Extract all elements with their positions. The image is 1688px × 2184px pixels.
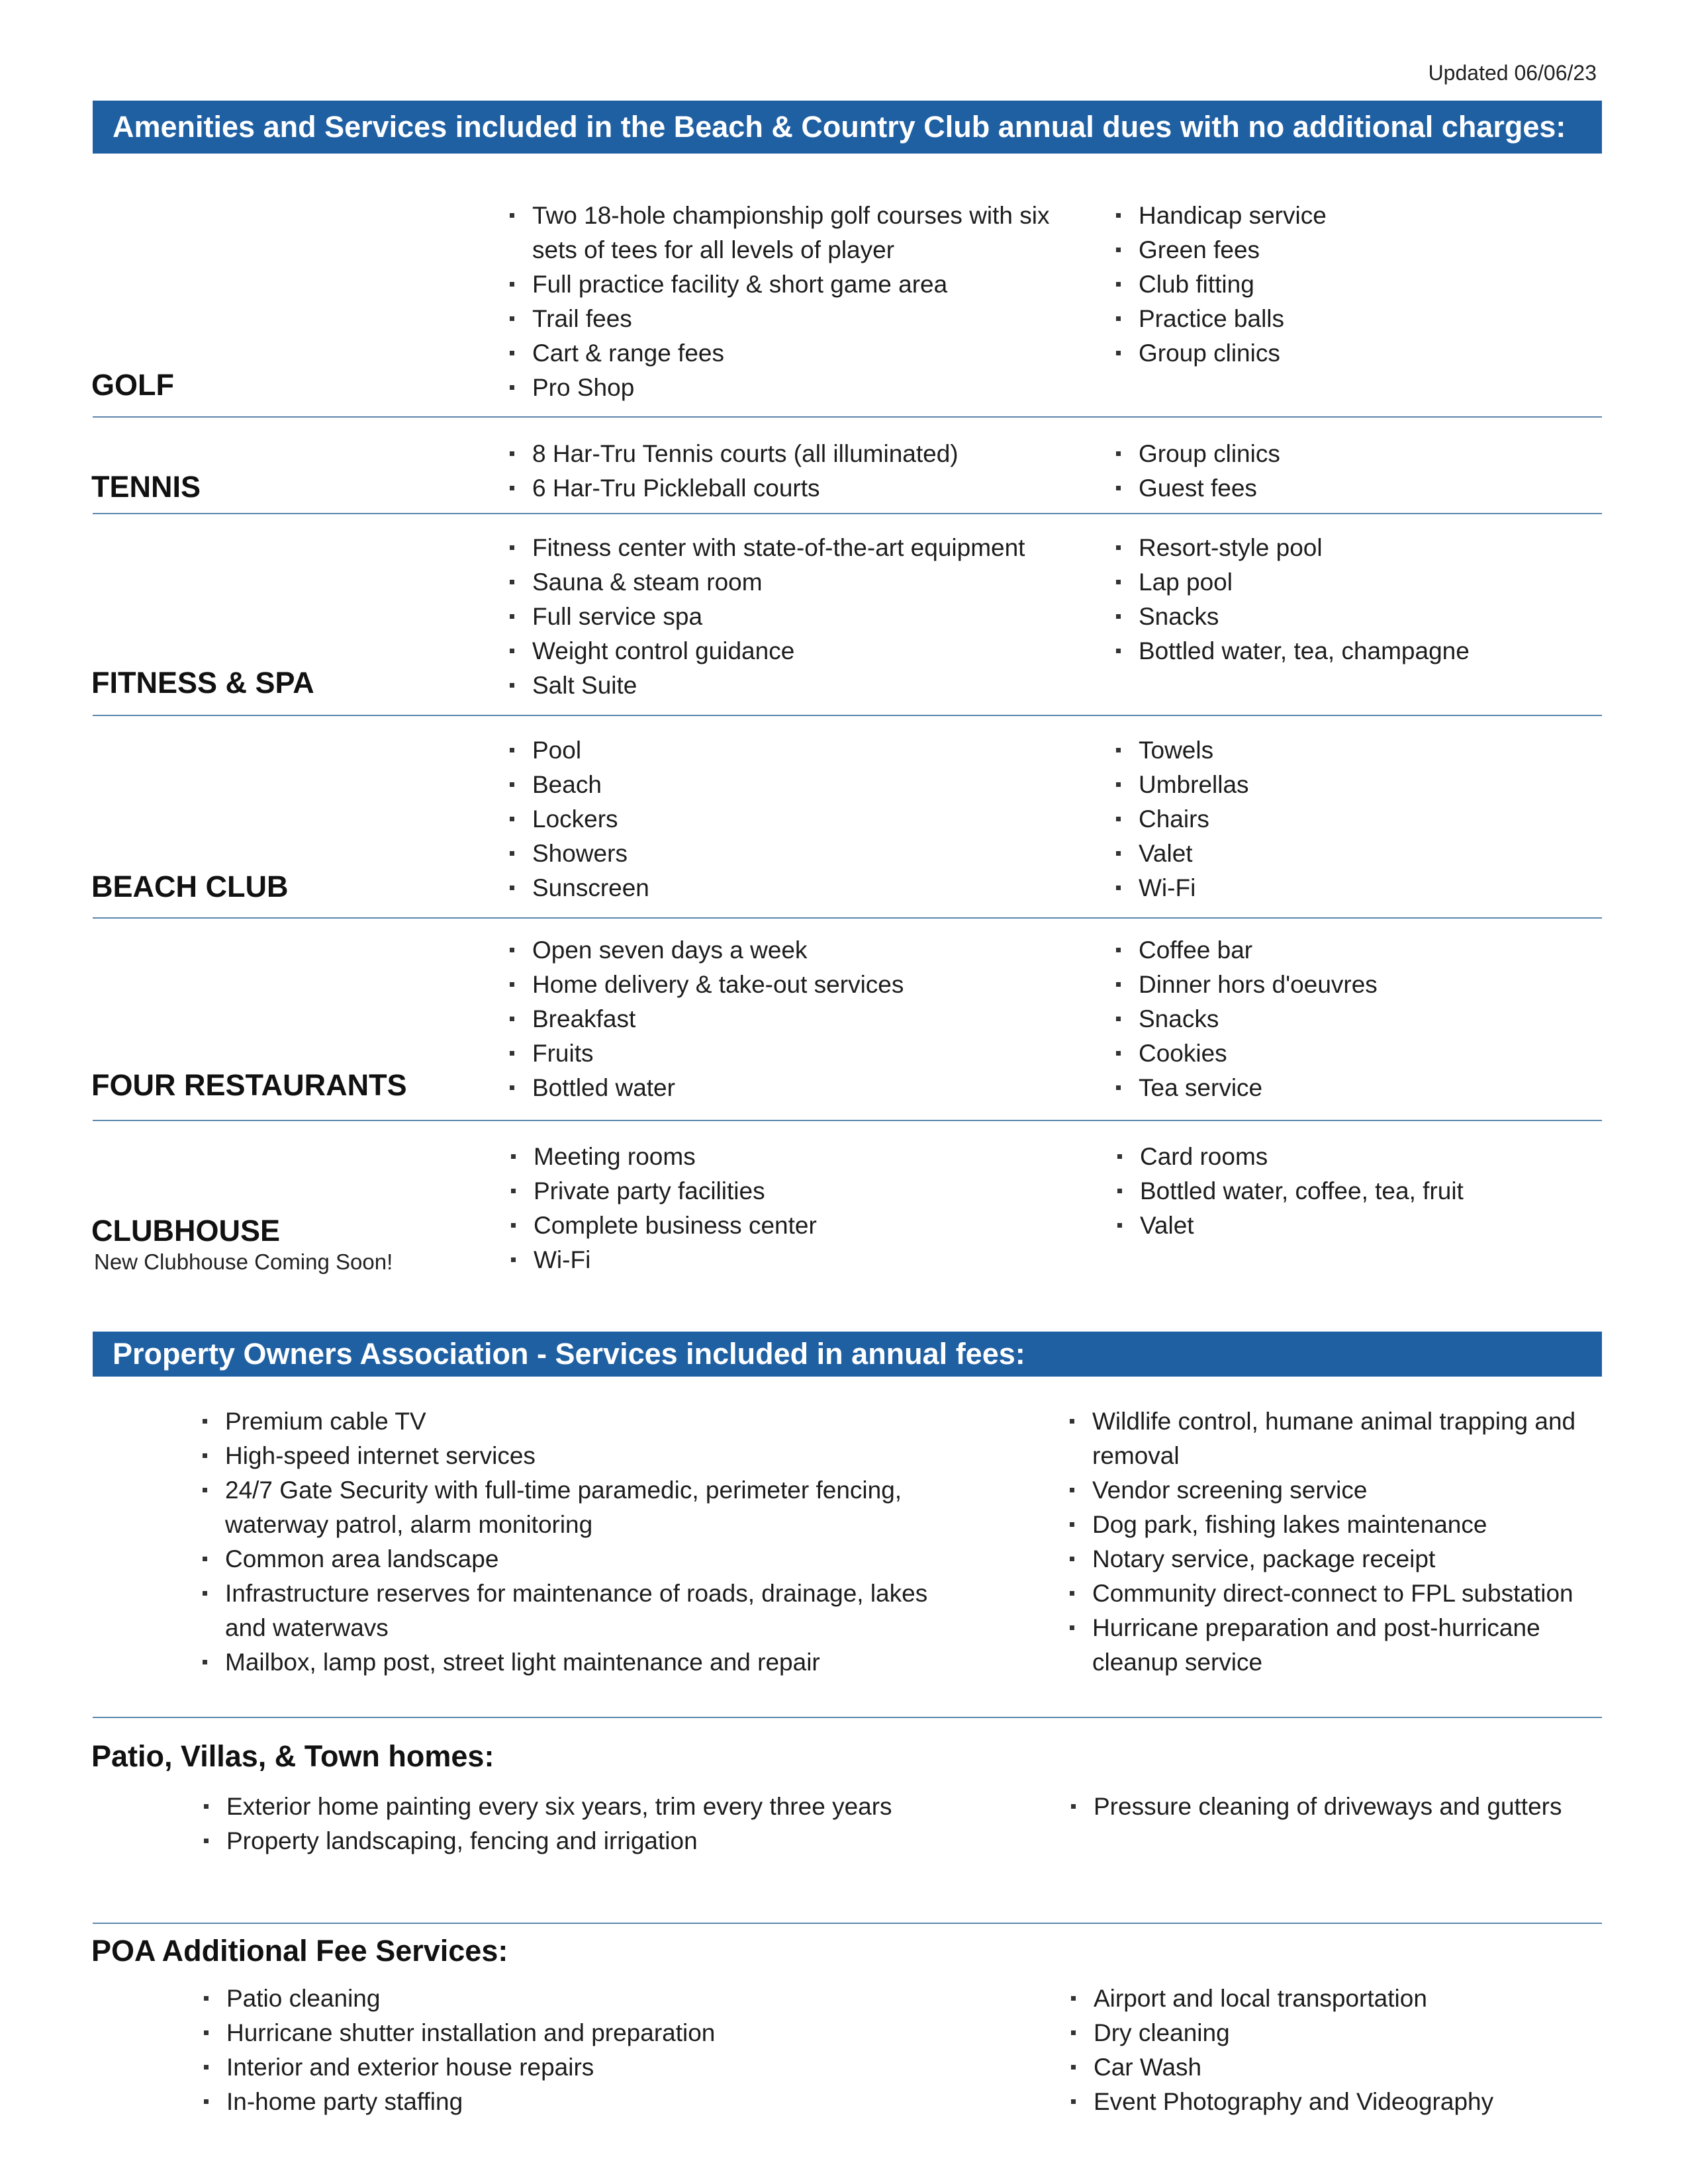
list-item: 8 Har-Tru Tennis courts (all illuminated) [510,437,1066,471]
club-amenities-banner: Amenities and Services included in the Beach & Country Club annual dues with no additional charges: [93,101,1602,154]
list-item: Snacks [1116,1002,1579,1036]
divider [93,1120,1602,1121]
list-item: Full practice facility & short game area [510,267,1066,302]
list-item: Event Photography and Videography [1071,2085,1594,2119]
golf-left-list [510,199,1066,405]
clubhouse-right-list [1117,1140,1581,1243]
list-item: Common area landscape [203,1542,944,1576]
list-item: Salt Suite [510,668,1066,703]
additional-left-list [204,1981,945,2119]
list-item: Green fees [1116,233,1579,267]
list-item: Private party facilities [511,1174,1067,1208]
list-item: Hurricane preparation and post-hurricane cleanup service [1070,1611,1593,1680]
list-item: Bottled water [510,1071,1066,1105]
list-item: Beach [510,768,1066,802]
list-item: Hurricane shutter installation and preparation [204,2016,945,2050]
list-item: Bottled water, coffee, tea, fruit [1117,1174,1581,1208]
list-item: Pro Shop [510,371,1066,405]
list-item: Valet [1117,1208,1581,1243]
list-item: Full service spa [510,600,1066,634]
list-item: Open seven days a week [510,933,1066,968]
list-item: Weight control guidance [510,634,1066,668]
list-item: Practice balls [1116,302,1579,336]
list-item: 24/7 Gate Security with full-time paramedic, perimeter fencing, waterway patrol, alarm monitoring [203,1473,944,1542]
list-item: Group clinics [1116,437,1579,471]
list-item: Bottled water, tea, champagne [1116,634,1579,668]
list-item: Showers [510,837,1066,871]
poa-right-list [1070,1404,1593,1680]
list-item: Club fitting [1116,267,1579,302]
list-item: Pressure cleaning of driveways and gutters [1071,1790,1594,1824]
beach-heading: BEACH CLUB [91,870,289,903]
list-item: In-home party staffing [204,2085,945,2119]
list-item: Lockers [510,802,1066,837]
additional-heading: POA Additional Fee Services: [91,1934,508,1968]
list-item: Premium cable TV [203,1404,944,1439]
list-item: High-speed internet services [203,1439,944,1473]
list-item: Card rooms [1117,1140,1581,1174]
list-item: Dry cleaning [1071,2016,1594,2050]
list-item: Valet [1116,837,1579,871]
list-item: Resort-style pool [1116,531,1579,565]
divider [93,715,1602,716]
list-item: Umbrellas [1116,768,1579,802]
restaurants-right-list [1116,933,1579,1105]
golf-right-list [1116,199,1579,371]
golf-heading: GOLF [91,368,174,402]
beach-left-list [510,733,1066,905]
list-item: Complete business center [511,1208,1067,1243]
additional-right-list [1071,1981,1594,2119]
restaurants-left-list [510,933,1066,1105]
list-item: Dog park, fishing lakes maintenance [1070,1508,1593,1542]
tennis-left-list [510,437,1066,506]
list-item: Airport and local transportation [1071,1981,1594,2016]
restaurants-heading: FOUR RESTAURANTS [91,1068,407,1102]
tennis-right-list [1116,437,1579,506]
patio-left-list [204,1790,945,1858]
list-item: Tea service [1116,1071,1579,1105]
list-item: Guest fees [1116,471,1579,506]
list-item: Breakfast [510,1002,1066,1036]
list-item: Fitness center with state-of-the-art equipment [510,531,1066,565]
list-item: Property landscaping, fencing and irrigation [204,1824,945,1858]
list-item: Group clinics [1116,336,1579,371]
divider [93,1923,1602,1924]
list-item: Patio cleaning [204,1981,945,2016]
list-item: Chairs [1116,802,1579,837]
fitness-heading: FITNESS & SPA [91,666,314,700]
fitness-right-list [1116,531,1579,668]
list-item: Towels [1116,733,1579,768]
list-item: Trail fees [510,302,1066,336]
list-item: Infrastructure reserves for maintenance of roads, drainage, lakes and waterwavs [203,1576,944,1645]
divider [93,513,1602,514]
list-item: Mailbox, lamp post, street light maintenance and repair [203,1645,944,1680]
list-item: Cookies [1116,1036,1579,1071]
clubhouse-note: New Clubhouse Coming Soon! [94,1250,393,1274]
list-item: Wi-Fi [511,1243,1067,1277]
clubhouse-left-list [511,1140,1067,1277]
patio-right-list [1071,1790,1594,1824]
divider [93,416,1602,418]
list-item: Meeting rooms [511,1140,1067,1174]
poa-banner: Property Owners Association - Services included in annual fees: [93,1332,1602,1377]
list-item: Two 18-hole championship golf courses with six sets of tees for all levels of player [510,199,1066,267]
list-item: Interior and exterior house repairs [204,2050,945,2085]
list-item: Wi-Fi [1116,871,1579,905]
list-item: Coffee bar [1116,933,1579,968]
list-item: Exterior home painting every six years, trim every three years [204,1790,945,1824]
list-item: Snacks [1116,600,1579,634]
list-item: Home delivery & take-out services [510,968,1066,1002]
list-item: Car Wash [1071,2050,1594,2085]
list-item: Handicap service [1116,199,1579,233]
list-item: Sunscreen [510,871,1066,905]
list-item: Notary service, package receipt [1070,1542,1593,1576]
tennis-heading: TENNIS [91,470,201,504]
list-item: Vendor screening service [1070,1473,1593,1508]
list-item: Community direct-connect to FPL substation [1070,1576,1593,1611]
divider [93,917,1602,919]
divider [93,1717,1602,1718]
fitness-left-list [510,531,1066,703]
list-item: Pool [510,733,1066,768]
beach-right-list [1116,733,1579,905]
list-item: Lap pool [1116,565,1579,600]
list-item: Sauna & steam room [510,565,1066,600]
list-item: Wildlife control, humane animal trapping and removal [1070,1404,1593,1473]
list-item: Fruits [510,1036,1066,1071]
clubhouse-heading: CLUBHOUSE [91,1214,281,1248]
list-item: Cart & range fees [510,336,1066,371]
list-item: Dinner hors d'oeuvres [1116,968,1579,1002]
poa-left-list [203,1404,944,1680]
updated-date: Updated 06/06/23 [1428,61,1597,85]
patio-heading: Patio, Villas, & Town homes: [91,1739,494,1773]
list-item: 6 Har-Tru Pickleball courts [510,471,1066,506]
